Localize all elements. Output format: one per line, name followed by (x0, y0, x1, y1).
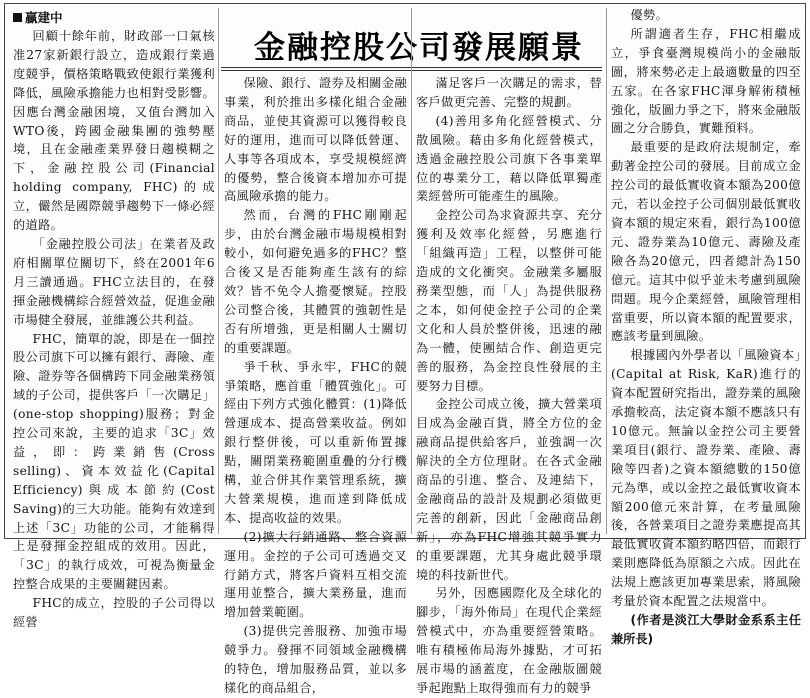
paragraph: 最重要的是政府法規制定，牽動著金控公司的發展。目前成立金控公司的最低實收資本額為200億元，若以金控子公司個別最低實收資本額的規定來看，銀行為100億元、證券業為10億元、壽險及產險各為20億元，四者總計為150億元。這其中似乎並未考慮到風險問題。現今企業經營，風險管理相當重要，所以資本額的配置要求，應該考量到風險。 (611, 140, 801, 344)
column-divider (606, 8, 607, 534)
paragraph: FHC，簡單的說，即是在一個控股公司旗下可以擁有銀行、壽險、產險、證券等各個構跨下同金融業務領域的子公司，提供客戶「一次購足」(one-stop shopping)服務；對金控公司來說，主要的追求「3C」效益，即：跨業銷售(Cross selling)、資本效益化(Capital Efficiency)與成本節約(Cost Saving)的三大功能。能夠有效達到上述「3C」功能的公司，才能稱得上是發揮金控組成的效用。因此，「3C」的執行成效，可視為衡量金控整合成果的主要關鍵因素。 (13, 331, 215, 592)
text-column-1 (13, 27, 215, 630)
paragraph: 優勢。 (630, 8, 669, 22)
author-byline (13, 8, 63, 26)
paragraph: (4)善用多角化經營模式、分散風險。藉由多角化經營模式，透過金融控股公司旗下各事業單位的專業分工，藉以降低單獨產業經營所可能產生的風險。 (416, 113, 602, 204)
paragraph: 另外，因應國際化及全球化的腳步，「海外佈局」在現代企業經營模式中，亦為重要經營策略。唯有積極佈局海外據點，才可拓展市場的涵蓋度，在金融版圖競爭起跑點上取得強而有力的競爭 (416, 586, 602, 695)
paragraph: 滿足客戶一次購足的需求，替客戶做更完善、完整的規劃。 (416, 76, 602, 109)
paragraph: 金控公司成立後，擴大營業項目成為金融百貨，將全方位的金融商品提供給客戶，並強調一次解決的全方位理財。在各式金融商品的引進、整合、及連結下，金融商品的設計及規劃必須做更完善的創新，因此「金融商品創新」，亦為FHC增強其競爭實力的重要課題，尤其身處此競爭環境的科技新世代。 (416, 397, 602, 582)
paragraph: FHC的成立，控股的子公司得以經營 (13, 596, 215, 630)
paragraph: (2)擴大行銷通路、整合資源運用。金控的子公司可透過交叉行銷方式，將客戶資料互相交流運用並整合，擴大業務量，進而增加營業範圍。 (224, 529, 407, 620)
text-column-4 (611, 6, 801, 646)
paragraph: 保險、銀行、證券及相關金融事業，利於推出多樣化組合金融商品，並使其資源可以獲得較良好的運用，進而可以降低營運、人事等各項成本，享受規模經濟的優勢，整合後資本增加亦可提高風險承擔的能力。 (224, 76, 407, 204)
paragraph: 然而，台灣的FHC剛剛起步，由於台灣金融市場規模相對較小，如何避免過多的FHC？整合後又是否能夠產生該有的綜效？皆不免令人擔憂懷疑。控股公司整合後，其體質的強韌性是否有所增強，更是相關人士關切的重要課題。 (224, 208, 407, 355)
article-title: 金融控股公司發展願景 (254, 30, 584, 66)
bullet-square-icon (13, 13, 22, 22)
newspaper-article (4, 3, 806, 695)
paragraph: 所謂適者生存，FHC相繼成立，爭食臺灣規模尚小的金融版圖，將來勢必走上最適數量的四至五家。在各家FHC渾身解術積極強化，版圖力爭之下，將來金融版圖之分合勝負，實難預料。 (611, 26, 801, 136)
column-divider (218, 8, 219, 534)
paragraph: 爭千秋、爭永牢，FHC的競爭策略，應首重「體質強化」。可經由下列方式強化體質：(1)降低營運成本、提高營業收益。例如銀行整併後，可以重新佈置據點，關閉業務範圍重疊的分行機構，並合併其作業管理系統，擴大營業規模，進而達到降低成本、提高收益的效果。 (224, 359, 407, 525)
paragraph: 「金融控股公司法」在業者及政府相關單位關切下，終在2001年6月三讀通過。FHC立法目的，在發揮金融機構綜合經營效益，促進金融市場健全發展，並維護公共利益。 (13, 236, 215, 327)
column-divider (411, 8, 412, 534)
text-column-3 (416, 74, 602, 695)
author-name: 贏建中 (25, 10, 63, 25)
paragraph: 根據國內外學者以「風險資本」(Capital at Risk, KaR)進行的資本配置研究指出，證券業的風險承擔較高，法定資本額不應該只有10億元。無論以金控公司主要營業項目(銀行、證券業、產險、壽險等四者)之資本額總數的150億元為準，或以金控之最低實收資本額200億元來計算，在考量風險後，各營業項目之證券業應提高其最低實收資本額約略四倍，而銀行業則應降低為原額之六成。因此在法規上應該更加專業思索，將風險考量於資本配置之法規當中。 (611, 348, 801, 609)
author-credit: (作者是淡江大學財金系系主任兼所長) (611, 613, 801, 646)
paragraph: (3)提供完善服務、加強市場競爭力。發揮不同領域金融機構的特色，增加服務品質，並以多樣化的商品組合， (224, 624, 407, 695)
paragraph: 回顧十餘年前，財政部一口氣核准27家新銀行設立，造成銀行業過度競爭，價格策略戰致使銀行業獲利降低，風險承擔能力也相對受影響。因應台灣金融困境，又值台灣加入WTO後，跨國金融集團的強勢壓境，且在金融產業界發日趨模糊之下，金融控股公司(Financial holding company, FHC)的成立，儼然是國際競爭趨勢下一條必經的道路。 (13, 29, 215, 233)
text-column-2 (224, 74, 407, 695)
paragraph: 金控公司為求資源共享、充分獲利及效率化經營，另應進行「組織再造」工程，以整併可能造成的文化衝突。金融業多屬服務業型態，而「人」為提供服務之本，如何使金控子公司的企業文化和人員於整併後，迅速的融為一體，使團結合作、創造更完善的服務，為金控良性發展的主要努力目標。 (416, 208, 602, 393)
